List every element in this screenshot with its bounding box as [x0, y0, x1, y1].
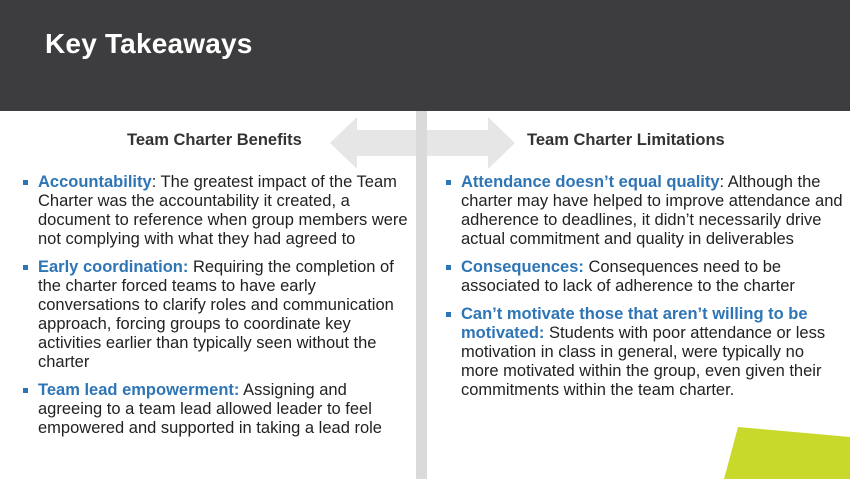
vertical-divider: [416, 111, 427, 479]
item-term: Can’t motivate those that aren’t willing to be motivated:: [461, 305, 808, 342]
bullet-icon: [23, 180, 28, 185]
list-item: [444, 258, 844, 296]
limitations-heading: Team Charter Limitations: [527, 131, 725, 149]
item-term: Consequences:: [461, 258, 584, 276]
item-text: Students with poor attendance or less motivation in class in general, were typically no more motivated within the group, even given their commitments within the team charter.: [461, 324, 826, 399]
bullet-icon: [446, 312, 451, 317]
item-term: Attendance doesn’t equal quality: [461, 173, 720, 191]
item-text: Consequences need to be associated to lack of adherence to the charter: [461, 258, 795, 295]
list-item: [21, 173, 413, 249]
bullet-icon: [23, 265, 28, 270]
benefits-heading: Team Charter Benefits: [127, 131, 302, 149]
item-term: Team lead empowerment:: [38, 381, 240, 399]
list-item: [21, 258, 413, 372]
bullet-icon: [446, 180, 451, 185]
right-arrow-icon: [427, 117, 515, 169]
slide-title: Key Takeaways: [45, 28, 253, 59]
list-item: [21, 381, 413, 438]
list-item: [444, 173, 844, 249]
item-text: Requiring the completion of the charter forced teams to have early conversations to clarify roles and communication approach, forcing groups to coordinate key activities earlier than typically seen without the charter: [38, 258, 394, 371]
benefits-list: [21, 173, 413, 447]
item-text: : The greatest impact of the Team Charter was the accountability it created, a document to reference when group members were not complying with what they had agreed to: [38, 173, 408, 248]
item-term: Early coordination:: [38, 258, 189, 276]
item-text: : Although the charter may have helped to improve attendance and adherence to deadlines, it didn’t necessarily drive actual commitment and quality in deliverables: [461, 173, 843, 248]
item-text: Assigning and agreeing to a team lead allowed leader to feel empowered and supported in taking a lead role: [38, 381, 382, 437]
item-term: Accountability: [38, 173, 152, 191]
left-arrow-icon: [330, 117, 416, 169]
list-item: [444, 305, 844, 400]
bullet-icon: [23, 388, 28, 393]
limitations-list: [444, 173, 844, 409]
bullet-icon: [446, 265, 451, 270]
